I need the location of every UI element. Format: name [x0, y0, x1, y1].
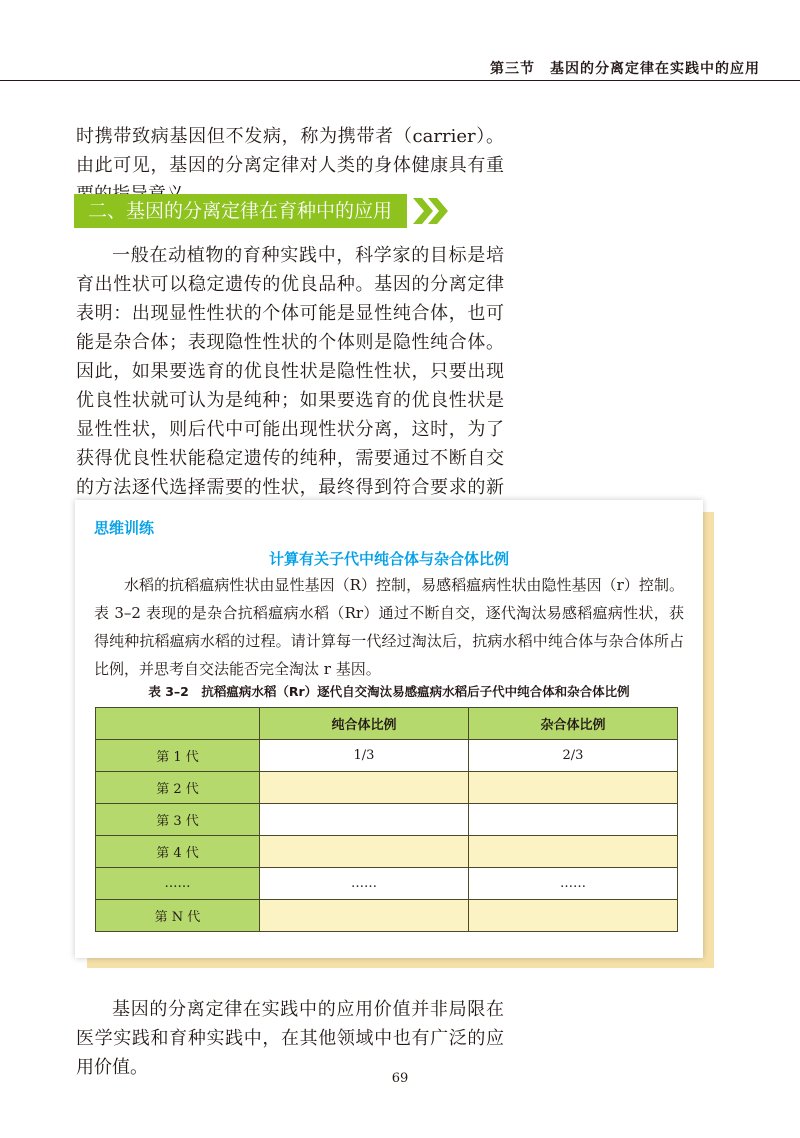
exercise-label: 思维训练 — [94, 519, 155, 537]
main-paragraph: 一般在动植物的育种实践中，科学家的目标是培育出性状可以稳定遗传的优良品种。基因的分离定律表明：出现显性性状的个体可能是显性纯合体，也可能是杂合体；表现隐性性状的个体则是隐性纯合体。因此，如果要选育的优良性状是隐性性状，只要出现优良性状就可认为是纯种；如果要选育的优良性状是显性性状，则后代中可能出现性状分离，这时，为了获得优良性状能稳定遗传的纯种，需要通过不断自交的方法逐代选择需要的性状，最终得到符合要求的新 — [76, 245, 504, 498]
heterozygous-ratio-cell: 2/3 — [469, 740, 678, 772]
homozygous-ratio-cell — [260, 804, 469, 836]
intro-paragraph: 时携带致病基因但不发病，称为携带者（carrier）。由此可见，基因的分离定律对人类的身体健康具有重 — [76, 126, 504, 176]
table-row — [96, 868, 678, 900]
page-number: 69 — [391, 1071, 409, 1086]
generation-cell: 第 3 代 — [96, 804, 260, 836]
table-header-row — [96, 708, 678, 740]
heterozygous-ratio-cell — [469, 900, 678, 932]
homozygous-ratio-cell: …… — [260, 868, 469, 900]
double-chevron-icon — [411, 196, 451, 226]
page-header-title: 第三节 基因的分离定律在实践中的应用 — [490, 61, 760, 77]
exercise-title: 计算有关子代中纯合体与杂合体比例 — [268, 550, 509, 568]
table-header-cell — [96, 708, 260, 740]
ratio-table — [95, 707, 678, 932]
heterozygous-ratio-cell — [469, 772, 678, 804]
table-caption: 表 3–2 抗稻瘟病水稻（Rr）逐代自交淘汰易感瘟病水稻后子代中纯合体和杂合体比例 — [148, 684, 630, 699]
homozygous-ratio-cell: 1/3 — [260, 740, 469, 772]
section-heading: 二、基因的分离定律在育种中的应用 — [74, 194, 407, 228]
table-header-cell: 杂合体比例 — [469, 708, 678, 740]
table-row — [96, 836, 678, 868]
homozygous-ratio-cell — [260, 772, 469, 804]
generation-cell: 第 1 代 — [96, 740, 260, 772]
header-divider — [0, 80, 800, 81]
generation-cell: 第 2 代 — [96, 772, 260, 804]
exercise-text: 水稻的抗稻瘟病性状由显性基因（R）控制，易感稻瘟病性状由隐性基因（r）控制。表 3–2 表现的是杂合抗稻瘟病水稻（Rr）通过不断自交，逐代淘汰易感稻瘟病性状，获得纯种抗稻瘟病水稻的过程。请计算每一代经过淘汰后，抗病水稻中纯合体与杂合体所占比例，并思考自交法能否完全淘汰 r 基因。 — [94, 576, 684, 678]
generation-cell: 第 N 代 — [96, 900, 260, 932]
table-header-cell: 纯合体比例 — [260, 708, 469, 740]
generation-cell: 第 4 代 — [96, 836, 260, 868]
table-row — [96, 772, 678, 804]
final-paragraph: 基因的分离定律在实践中的应用价值并非局限在医学实践和育种实践中，在其他领域中也有广泛的应用价值。 — [76, 999, 504, 1078]
heterozygous-ratio-cell — [469, 836, 678, 868]
table-row — [96, 804, 678, 836]
table-row — [96, 900, 678, 932]
table-row — [96, 740, 678, 772]
heterozygous-ratio-cell: …… — [469, 868, 678, 900]
generation-cell: …… — [96, 868, 260, 900]
homozygous-ratio-cell — [260, 900, 469, 932]
heterozygous-ratio-cell — [469, 804, 678, 836]
homozygous-ratio-cell — [260, 836, 469, 868]
